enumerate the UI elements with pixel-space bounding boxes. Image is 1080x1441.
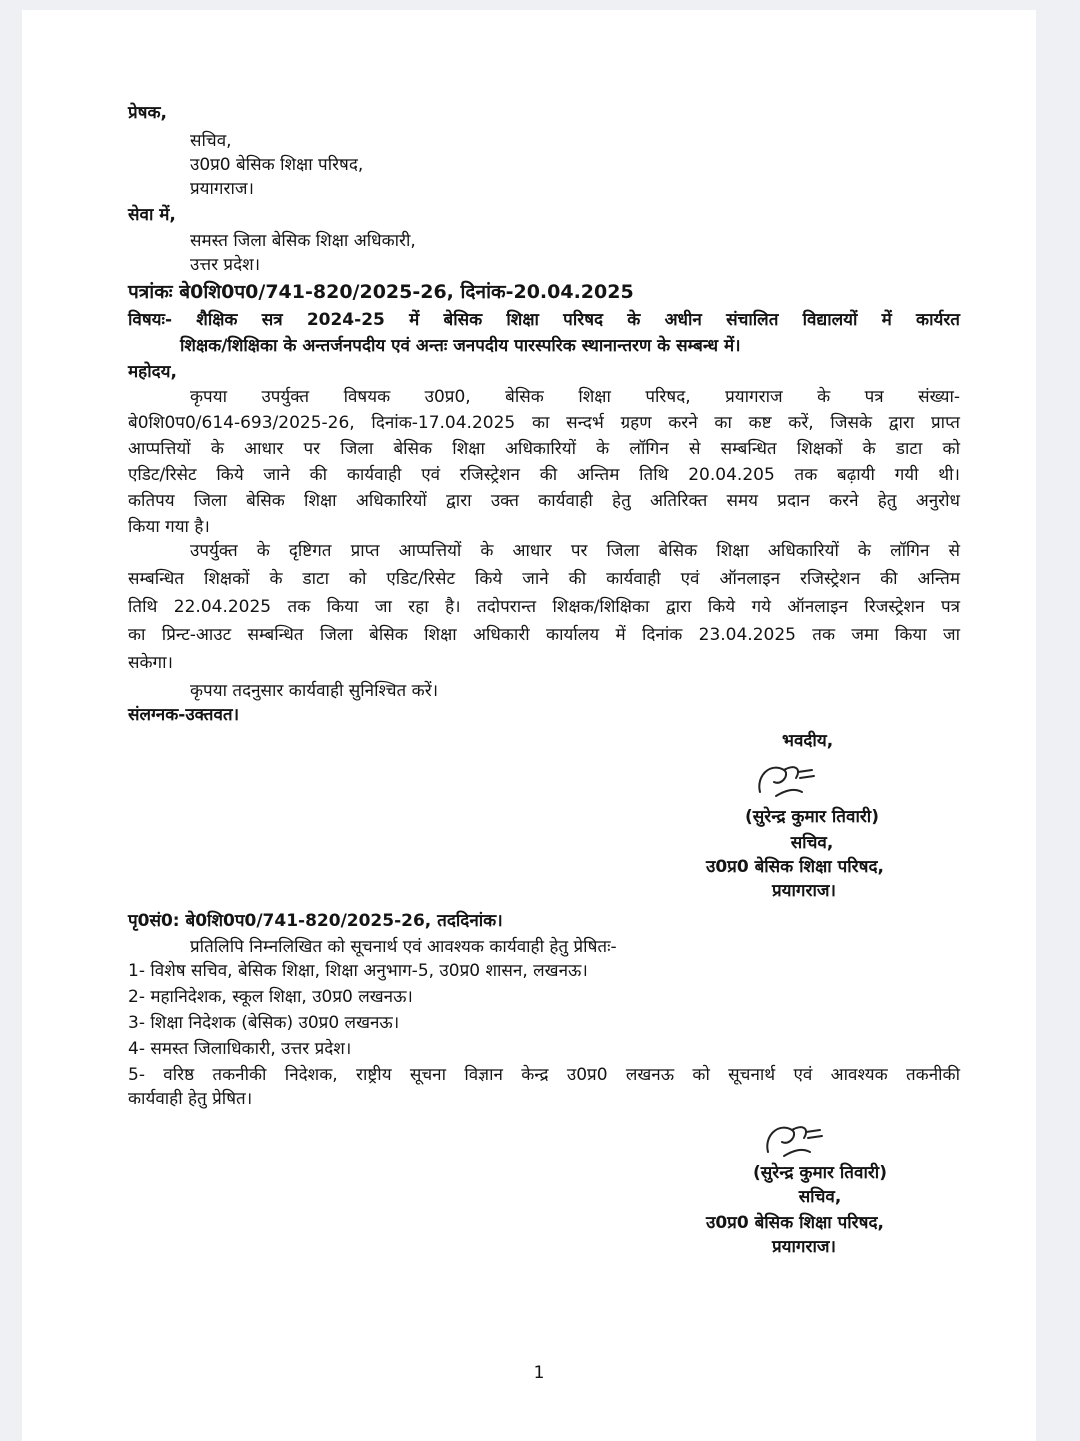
signature-mark xyxy=(760,1112,830,1162)
closing: भवदीय, xyxy=(782,731,834,751)
para2-line: उपर्युक्त के दृष्टिगत प्राप्त आप्पत्तियों के आधार पर जिला बेसिक शिक्षा अधिकारियों के लॉगिन से xyxy=(190,541,960,561)
endorsement-item: 3- शिक्षा निदेशक (बेसिक) उ0प्र0 लखनऊ। xyxy=(128,1013,400,1033)
sender-line: प्रयागराज। xyxy=(190,179,254,199)
endorsement-item: 1- विशेष सचिव, बेसिक शिक्षा, शिक्षा अनुभाग-5, उ0प्र0 शासन, लखनऊ। xyxy=(128,961,588,981)
recipient-line: उत्तर प्रदेश। xyxy=(190,255,261,275)
sender-label: प्रेषक, xyxy=(128,103,168,123)
para1-line: एडिट/रिसेट किये जाने की कार्यवाही एवं रजिस्ट्रेशन की अन्तिम तिथि 20.04.205 तक बढ़ायी गयी थी। xyxy=(128,465,960,485)
signatory-org: उ0प्र0 बेसिक शिक्षा परिषद, xyxy=(706,857,884,877)
para2-line: तिथि 22.04.2025 तक किया जा रहा है। तदोपरान्त शिक्षक/शिक्षिका द्वारा किये गये ऑनलाइन रिजस्ट्रेशन पत्र xyxy=(128,597,960,617)
subject-line: शिक्षक/शिक्षिका के अन्तर्जनपदीय एवं अन्तः जनपदीय पारस्परिक स्थानान्तरण के सम्बन्ध में। xyxy=(180,336,741,356)
signatory-name: (सुरेन्द्र कुमार तिवारी) xyxy=(745,807,879,827)
para1-line: आप्पत्तियों के आधार पर जिला बेसिक शिक्षा अधिकारियों के लॉगिन से सम्बन्धित शिक्षकों के डाटा को xyxy=(128,439,960,459)
signatory-designation: सचिव, xyxy=(798,1187,842,1207)
letter-reference: पत्रांकः बे0शि0प0/741-820/2025-26, दिनांक-20.04.2025 xyxy=(128,281,634,303)
signatory-name: (सुरेन्द्र कुमार तिवारी) xyxy=(753,1163,887,1183)
recipient-line: समस्त जिला बेसिक शिक्षा अधिकारी, xyxy=(190,231,416,251)
subject-line: विषयः- शैक्षिक सत्र 2024-25 में बेसिक शिक्षा परिषद के अधीन संचालित विद्यालयों में कार्यरत xyxy=(128,310,960,330)
para1-line: किया गया है। xyxy=(128,517,210,537)
para3: कृपया तदनुसार कार्यवाही सुनिश्चित करें। xyxy=(190,681,439,701)
para2-line: का प्रिन्ट-आउट सम्बन्धित जिला बेसिक शिक्षा अधिकारी कार्यालय में दिनांक 23.04.2025 तक जमा किया जा xyxy=(128,625,960,645)
endorsement-number: पृ0सं0: बे0शि0प0/741-820/2025-26, तददिनांक। xyxy=(128,911,503,931)
recipient-label: सेवा में, xyxy=(128,205,176,225)
signature-mark xyxy=(752,752,822,802)
signatory-designation: सचिव, xyxy=(790,833,834,853)
endorsement-intro: प्रतिलिपि निम्नलिखित को सूचनार्थ एवं आवश्यक कार्यवाही हेतु प्रेषितः- xyxy=(190,937,617,957)
para1-line: कतिपय जिला बेसिक शिक्षा अधिकारियों द्वारा उक्त कार्यवाही हेतु अतिरिक्त समय प्रदान करने हेतु अनुरोध xyxy=(128,491,960,511)
para1-line: बे0शि0प0/614-693/2025-26, दिनांक-17.04.2025 का सन्दर्भ ग्रहण करने का कष्ट करें, जिसके द्वारा प्राप्त xyxy=(128,413,960,433)
salutation: महोदय, xyxy=(128,362,177,382)
signatory-place: प्रयागराज। xyxy=(772,1237,836,1257)
enclosure: संलग्नक-उक्तवत। xyxy=(128,705,240,725)
para1-line: कृपया उपर्युक्त विषयक उ0प्र0, बेसिक शिक्षा परिषद, प्रयागराज के पत्र संख्या- xyxy=(190,387,960,407)
endorsement-item: 5- वरिष्ठ तकनीकी निदेशक, राष्ट्रीय सूचना विज्ञान केन्द्र उ0प्र0 लखनऊ को सूचनार्थ एवं आवश्यक तकनीकी xyxy=(128,1065,960,1085)
para2-line: सकेगा। xyxy=(128,653,173,673)
endorsement-item: 2- महानिदेशक, स्कूल शिक्षा, उ0प्र0 लखनऊ। xyxy=(128,987,413,1007)
page-number: 1 xyxy=(533,1363,545,1383)
letter-page xyxy=(22,10,1036,1441)
para2-line: सम्बन्धित शिक्षकों के डाटा को एडिट/रिसेट किये जाने की कार्यवाही एवं ऑनलाइन रजिस्ट्रेशन की अन्तिम xyxy=(128,569,960,589)
sender-line: सचिव, xyxy=(190,131,232,151)
sender-line: उ0प्र0 बेसिक शिक्षा परिषद, xyxy=(190,155,364,175)
signatory-place: प्रयागराज। xyxy=(772,881,836,901)
endorsement-item-cont: कार्यवाही हेतु प्रेषित। xyxy=(128,1089,253,1109)
endorsement-item: 4- समस्त जिलाधिकारी, उत्तर प्रदेश। xyxy=(128,1039,352,1059)
signatory-org: उ0प्र0 बेसिक शिक्षा परिषद, xyxy=(706,1213,884,1233)
